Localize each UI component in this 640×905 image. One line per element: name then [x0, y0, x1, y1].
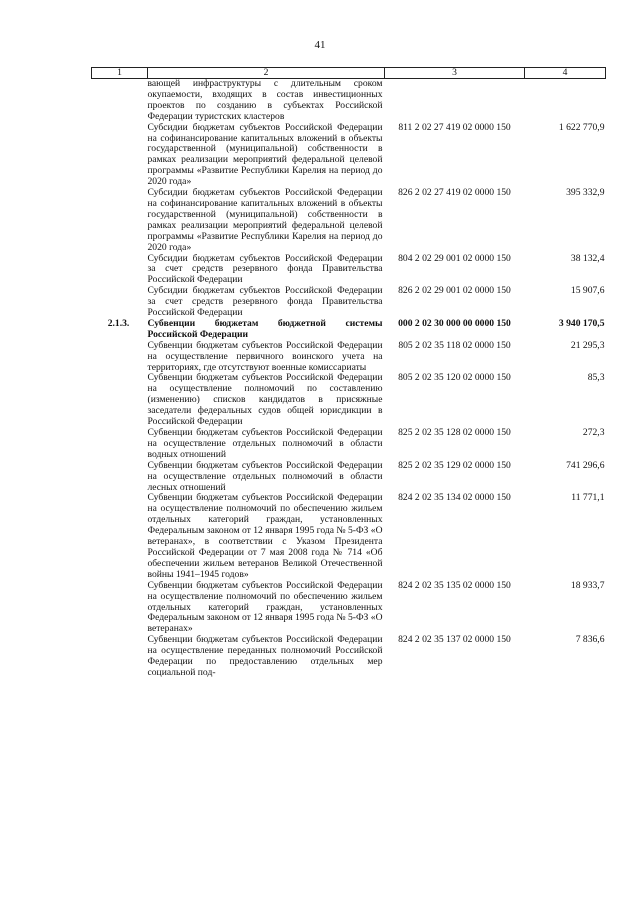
table-row — [92, 254, 606, 287]
row-number — [92, 373, 148, 428]
row-name: Субсидии бюджетам субъектов Российской Федерации на софинансирование капитальных вложений в объекты государственной (муниципальной) собственности в рамках реализации мероприятий федеральной целевой программы «Развитие Республики Карелия на период до 2020 года» — [147, 187, 383, 253]
row-amount: 395 332,9 — [566, 187, 605, 199]
row-number — [92, 188, 148, 253]
row-amount: 7 836,6 — [575, 634, 605, 646]
table-row — [92, 188, 606, 253]
table-row — [92, 428, 606, 461]
row-name: Субвенции бюджетам субъектов Российской Федерации на осуществление отдельных полномочий в области лесных отношений — [147, 459, 383, 493]
row-code: 825 2 02 35 128 02 0000 150 — [398, 427, 511, 438]
row-code: 824 2 02 35 135 02 0000 150 — [398, 579, 511, 591]
row-number — [92, 341, 148, 374]
table-row — [92, 493, 606, 580]
column-header-number: 1 — [92, 68, 148, 79]
row-name: вающей инфраструктуры с длительным сроком окупаемости, входящих в состав инвестиционных проектов по созданию в субъектах Российской Федерации туристских кластеров — [147, 78, 383, 122]
row-name: Субвенции бюджетам субъектов Российской Федерации на осуществление переданных полномочий Российской Федерации по предоставлению отдельных мер социальной под- — [147, 634, 383, 678]
row-code — [385, 79, 525, 123]
page-number: 41 — [314, 39, 326, 51]
column-header-code: 3 — [385, 68, 525, 79]
row-amount: 11 771,1 — [571, 492, 605, 504]
row-code: 811 2 02 27 419 02 0000 150 — [398, 121, 511, 133]
row-amount — [525, 79, 606, 123]
row-code: 826 2 02 29 001 02 0000 150 — [398, 285, 511, 297]
row-code: 826 2 02 27 419 02 0000 150 — [398, 187, 511, 199]
table-row — [92, 286, 606, 319]
row-code: 805 2 02 35 120 02 0000 150 — [398, 372, 511, 384]
budget-table — [91, 67, 606, 679]
column-header-amount: 4 — [525, 68, 606, 79]
row-amount: 85,3 — [587, 372, 605, 384]
row-amount: 1 622 770,9 — [558, 121, 605, 133]
row-amount: 18 933,7 — [570, 579, 605, 591]
row-name: Субвенции бюджетам субъектов Российской Федерации на осуществление первичного воинского учета на территориях, где отсутствуют военные комиссариаты — [147, 339, 383, 373]
row-name: Субвенции бюджетам субъектов Российской Федерации на осуществление отдельных полномочий в области водных отношений — [147, 427, 383, 460]
table-row — [92, 79, 606, 123]
table-row — [92, 581, 606, 636]
row-code: 825 2 02 35 129 02 0000 150 — [398, 459, 511, 471]
row-name: Субвенции бюджетам бюджетной системы Российской Федерации — [147, 317, 383, 340]
row-amount: 741 296,6 — [566, 459, 605, 471]
table-row — [92, 319, 606, 341]
row-number — [92, 493, 148, 580]
row-amount: 21 295,3 — [570, 339, 605, 351]
row-name: Субвенции бюджетам субъектов Российской Федерации на осуществление полномочий по обеспечению жильем отдельных категорий граждан, установленных Федеральным законом от 12 января 1995 года № 5-ФЗ «О ветеранах» — [147, 579, 383, 635]
row-amount: 272,3 — [582, 427, 605, 438]
table-body — [92, 79, 606, 679]
table-row — [92, 461, 606, 494]
row-amount: 15 907,6 — [570, 285, 605, 297]
table-row — [92, 341, 606, 374]
table-header-row — [92, 68, 606, 79]
row-number — [92, 286, 148, 319]
row-code: 804 2 02 29 001 02 0000 150 — [398, 252, 511, 264]
table-row — [92, 635, 606, 679]
row-number — [92, 254, 148, 287]
row-name: Субсидии бюджетам субъектов Российской Федерации на софинансирование капитальных вложений в объекты государственной (муниципальной) собственности в рамках реализации мероприятий федеральной целевой программы «Развитие Республики Карелия на период до 2020 года» — [147, 121, 383, 188]
row-code: 805 2 02 35 118 02 0000 150 — [398, 339, 511, 351]
row-number — [92, 428, 148, 461]
column-header-name: 2 — [148, 68, 385, 79]
row-code: 824 2 02 35 137 02 0000 150 — [398, 634, 511, 646]
row-name: Субсидии бюджетам субъектов Российской Федерации за счет средств резервного фонда Правительства Российской Федерации — [147, 285, 383, 319]
row-amount: 38 132,4 — [570, 252, 605, 264]
row-code: 000 2 02 30 000 00 0000 150 — [398, 317, 511, 329]
row-number — [92, 79, 148, 123]
row-name: Субвенции бюджетам субъектов Российской Федерации на осуществление полномочий по обеспечению жильем отдельных категорий граждан, установленных Федеральным законом от 12 января 1995 года № 5-ФЗ «О ветеранах», в соответствии с Указом Президента Российской Федерации от 7 мая 2008 года № 714 «Об обеспечении жильем ветеранов Великой Отечественной войны 1941–1945 годов» — [147, 492, 383, 580]
table-row — [92, 373, 606, 428]
row-code: 824 2 02 35 134 02 0000 150 — [398, 492, 511, 504]
row-amount: 3 940 170,5 — [558, 317, 605, 329]
table-row — [92, 123, 606, 188]
row-name: Субвенции бюджетам субъектов Российской Федерации на осуществление полномочий по составлению (изменению) списков кандидатов в присяжные заседатели федеральных судов общей юрисдикции в Российской Федерации — [147, 372, 383, 428]
row-name: Субсидии бюджетам субъектов Российской Федерации за счет средств резервного фонда Правительства Российской Федерации — [147, 252, 383, 286]
row-number — [92, 461, 148, 494]
row-number — [92, 581, 148, 636]
row-number — [92, 123, 148, 188]
row-number — [92, 635, 148, 679]
row-number: 2.1.3. — [107, 317, 130, 329]
